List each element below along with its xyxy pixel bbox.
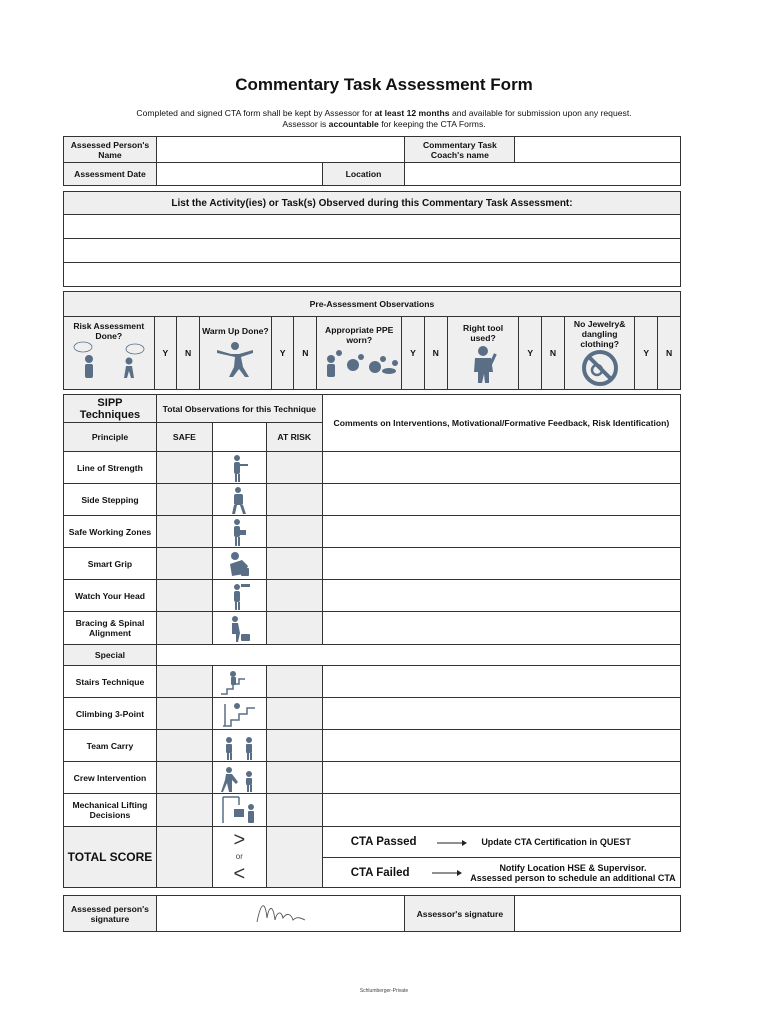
- at-risk-count-cell[interactable]: [266, 794, 322, 827]
- technique-figure: [212, 516, 266, 548]
- safe-count-cell[interactable]: [156, 484, 212, 516]
- cta-failed-cell: [322, 858, 680, 888]
- subtitle-line-1: Completed and signed CTA form shall be kept by Assessor for at least 12 months and available for submission upon any request.: [136, 108, 632, 118]
- technique-label: Line of Strength: [64, 452, 157, 484]
- climbing-3-point-icon: [219, 700, 259, 728]
- safe-count-cell[interactable]: [156, 580, 212, 612]
- cta-failed-action-1: Notify Location HSE & Supervisor.: [499, 862, 647, 873]
- location-label: Location: [322, 163, 405, 186]
- assessment-date-field[interactable]: [156, 163, 322, 186]
- handwritten-signature: [251, 898, 311, 928]
- at-risk-count-cell[interactable]: [266, 698, 322, 730]
- cta-failed-actions: [470, 863, 675, 883]
- pre-tool-yes[interactable]: Y: [519, 317, 542, 390]
- assessor-signature-field[interactable]: [515, 896, 681, 932]
- bracing-spinal-alignment-icon: [226, 614, 252, 642]
- total-safe-cell[interactable]: [156, 827, 212, 888]
- comment-cell[interactable]: [322, 794, 680, 827]
- comments-heading: Comments on Interventions, Motivational/Formative Feedback, Risk Identification): [322, 395, 680, 452]
- subtitle-line-2: Assessor is accountable for keeping the CTA Forms.: [282, 119, 486, 129]
- stairs-technique-icon: [219, 668, 259, 696]
- activity-line-3[interactable]: [64, 263, 681, 287]
- technique-label: Climbing 3-Point: [64, 698, 157, 730]
- comment-cell[interactable]: [322, 698, 680, 730]
- special-spacer: [156, 645, 680, 666]
- special-row: [64, 794, 681, 827]
- technique-figure: [212, 612, 266, 645]
- pre-jewelry-no[interactable]: N: [658, 317, 681, 390]
- safe-count-cell[interactable]: [156, 612, 212, 645]
- pre-warmup-no[interactable]: N: [294, 317, 317, 390]
- arrow-icon: [432, 868, 462, 878]
- at-risk-count-cell[interactable]: [266, 612, 322, 645]
- signature-table: [63, 895, 681, 932]
- special-row: [64, 666, 681, 698]
- technique-figure: [212, 762, 266, 794]
- safe-count-cell[interactable]: [156, 516, 212, 548]
- principle-heading: Principle: [64, 423, 157, 452]
- technique-figure: [212, 794, 266, 827]
- pre-assessment-heading: Pre-Assessment Observations: [64, 292, 681, 317]
- comparison-symbols: [212, 827, 266, 888]
- location-field[interactable]: [405, 163, 681, 186]
- safe-heading: SAFE: [156, 423, 212, 452]
- page-title: Commentary Task Assessment Form: [235, 75, 533, 94]
- pre-tool-no[interactable]: N: [542, 317, 565, 390]
- crew-intervention-icon: [219, 764, 259, 792]
- technique-figure: [212, 484, 266, 516]
- activities-heading: List the Activity(ies) or Task(s) Observed during this Commentary Task Assessment:: [64, 192, 681, 215]
- ppe-icon: [319, 345, 399, 381]
- safe-working-zones-icon: [226, 518, 252, 546]
- cta-passed-action: Update CTA Certification in QUEST: [481, 837, 631, 847]
- coach-name-field[interactable]: [515, 137, 681, 163]
- technique-figure: [212, 548, 266, 580]
- comment-cell[interactable]: [322, 548, 680, 580]
- at-risk-count-cell[interactable]: [266, 548, 322, 580]
- special-row: [64, 762, 681, 794]
- at-risk-count-cell[interactable]: [266, 580, 322, 612]
- technique-figure: [212, 730, 266, 762]
- technique-label: Team Carry: [64, 730, 157, 762]
- sipp-table: [63, 394, 681, 888]
- technique-label: Stairs Technique: [64, 666, 157, 698]
- sipp-title: SIPP Techniques: [64, 395, 157, 423]
- assessed-signature-label: Assessed person's signature: [64, 896, 157, 932]
- at-risk-count-cell[interactable]: [266, 730, 322, 762]
- no-jewelry-icon: [580, 349, 620, 387]
- total-at-risk-cell[interactable]: [266, 827, 322, 888]
- technique-figure: [212, 698, 266, 730]
- comment-cell[interactable]: [322, 666, 680, 698]
- technique-row: [64, 612, 681, 645]
- at-risk-heading: AT RISK: [266, 423, 322, 452]
- at-risk-count-cell[interactable]: [266, 516, 322, 548]
- activities-table: [63, 191, 681, 287]
- comment-cell[interactable]: [322, 762, 680, 794]
- technique-row: [64, 452, 681, 484]
- at-risk-count-cell[interactable]: [266, 452, 322, 484]
- pre-ppe-yes[interactable]: Y: [402, 317, 425, 390]
- safe-count-cell[interactable]: [156, 452, 212, 484]
- technique-label: Bracing & Spinal Alignment: [64, 612, 157, 645]
- cta-passed-label: CTA Passed: [350, 836, 417, 848]
- arrow-icon: [437, 838, 467, 848]
- technique-label: Crew Intervention: [64, 762, 157, 794]
- watch-your-head-icon: [226, 582, 252, 610]
- pre-risk-yes[interactable]: Y: [154, 317, 177, 390]
- comment-cell[interactable]: [322, 516, 680, 548]
- activity-line-2[interactable]: [64, 239, 681, 263]
- technique-row: [64, 516, 681, 548]
- at-risk-count-cell[interactable]: [266, 666, 322, 698]
- coach-name-label: Commentary Task Coach's name: [405, 137, 515, 163]
- comment-cell[interactable]: [322, 580, 680, 612]
- special-row: [64, 730, 681, 762]
- team-carry-icon: [219, 732, 259, 760]
- cta-passed-cell: [322, 827, 680, 858]
- or-text: or: [235, 852, 243, 861]
- technique-label: Watch Your Head: [64, 580, 157, 612]
- tool-icon: [461, 343, 505, 383]
- technique-label: Safe Working Zones: [64, 516, 157, 548]
- comment-cell[interactable]: [322, 484, 680, 516]
- technique-label: Side Stepping: [64, 484, 157, 516]
- special-row: [64, 698, 681, 730]
- safe-count-cell[interactable]: [156, 794, 212, 827]
- pre-item-warmup: Warm Up Done?: [199, 317, 271, 390]
- risk-assessment-icon: [69, 341, 149, 385]
- comment-cell[interactable]: [322, 612, 680, 645]
- line-of-strength-icon: [226, 454, 252, 482]
- pre-jewelry-yes[interactable]: Y: [635, 317, 658, 390]
- header-table: [63, 136, 681, 186]
- pre-risk-no[interactable]: N: [177, 317, 200, 390]
- technique-label: Smart Grip: [64, 548, 157, 580]
- cta-failed-label: CTA Failed: [350, 866, 410, 879]
- technique-figure: [212, 452, 266, 484]
- total-obs-heading: Total Observations for this Technique: [156, 395, 322, 423]
- at-risk-count-cell[interactable]: [266, 484, 322, 516]
- smart-grip-icon: [226, 550, 252, 578]
- cta-failed-action-2: Assessed person to schedule an additional CTA: [470, 872, 676, 883]
- pre-item-tool: Right tool used?: [447, 317, 519, 390]
- assessed-signature-field[interactable]: [156, 896, 405, 932]
- pre-item-jewelry: No Jewelry& dangling clothing?: [564, 317, 635, 390]
- safe-count-cell[interactable]: [156, 698, 212, 730]
- safe-count-cell[interactable]: [156, 548, 212, 580]
- technique-figure: [212, 580, 266, 612]
- technique-label: Mechanical Lifting Decisions: [64, 794, 157, 827]
- warm-up-icon: [213, 336, 257, 380]
- mechanical-lifting-icon: [219, 795, 259, 825]
- comment-cell[interactable]: [322, 730, 680, 762]
- icon-column-head: [212, 423, 266, 452]
- assessor-signature-label: Assessor's signature: [405, 896, 515, 932]
- technique-row: [64, 484, 681, 516]
- assessment-date-label: Assessment Date: [64, 163, 157, 186]
- comment-cell[interactable]: [322, 452, 680, 484]
- side-stepping-icon: [226, 486, 252, 514]
- safe-count-cell[interactable]: [156, 666, 212, 698]
- pre-item-ppe: Appropriate PPE worn?: [317, 317, 402, 390]
- special-heading: Special: [64, 645, 157, 666]
- total-score-label: TOTAL SCORE: [64, 827, 157, 888]
- less-than-symbol: <: [233, 863, 246, 885]
- technique-figure: [212, 666, 266, 698]
- pre-ppe-no[interactable]: N: [424, 317, 447, 390]
- technique-row: [64, 580, 681, 612]
- assessed-name-field[interactable]: [156, 137, 405, 163]
- safe-count-cell[interactable]: [156, 730, 212, 762]
- at-risk-count-cell[interactable]: [266, 762, 322, 794]
- pre-warmup-yes[interactable]: Y: [271, 317, 294, 390]
- pre-assessment-table: [63, 291, 681, 390]
- technique-row: [64, 548, 681, 580]
- footer-label: Schlumberger-Private: [359, 988, 409, 994]
- activity-line-1[interactable]: [64, 215, 681, 239]
- safe-count-cell[interactable]: [156, 762, 212, 794]
- assessed-name-label: Assessed Person's Name: [64, 137, 157, 163]
- pre-item-risk: Risk Assessment Done?: [64, 317, 155, 390]
- greater-than-symbol: >: [233, 829, 246, 851]
